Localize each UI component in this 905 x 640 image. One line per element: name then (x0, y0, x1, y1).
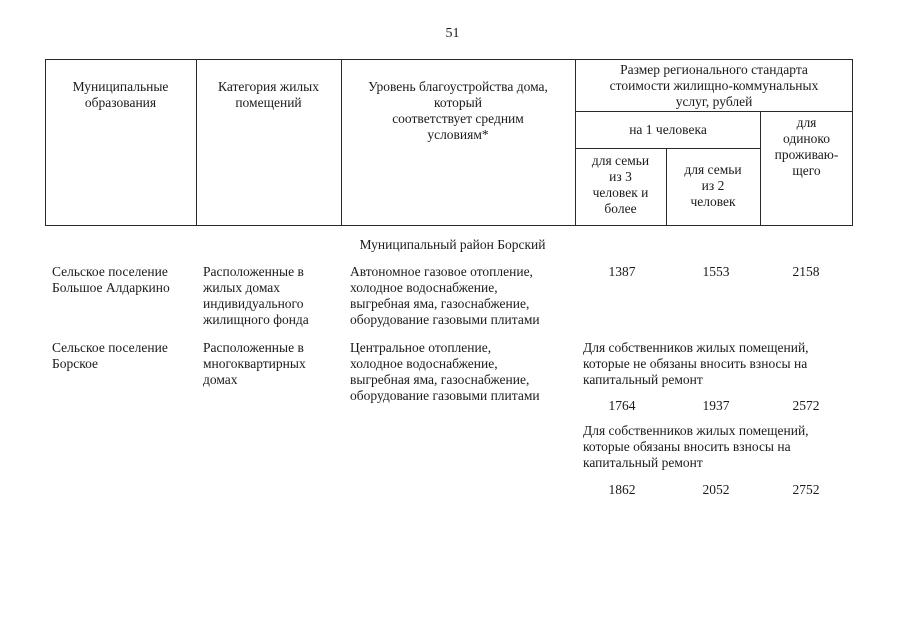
row1-municipal: Сельское поселение Большое Алдаркино (52, 264, 170, 295)
row2-category: Расположенные в многоквартирных домах (203, 340, 306, 387)
header-per-person: на 1 человека (629, 122, 707, 137)
page-number: 51 (445, 26, 460, 41)
row2-group2-value-single: 2752 (792, 482, 820, 497)
header-single: для одиноко проживаю- щего (774, 115, 839, 178)
header-standard: Размер регионального стандарта стоимости жилищно-коммунальных услуг, рублей (609, 62, 819, 109)
header-family-2: для семьи из 2 человек (684, 162, 742, 209)
row1-level: Автономное газовое отопление, холодное водоснабжение, выгребная яма, газоснабжение, оборудование газовыми плитами (350, 264, 540, 327)
header-municipal: Муниципальные образования (72, 79, 169, 110)
row2-group1-value-single: 2572 (792, 398, 820, 413)
row1-value-single: 2158 (792, 264, 820, 279)
section-title: Муниципальный район Борский (359, 237, 546, 252)
header-level: Уровень благоустройства дома, который соответствует средним условиям* (368, 79, 548, 142)
header-category: Категория жилых помещений (218, 79, 319, 110)
row2-level: Центральное отопление, холодное водоснабжение, выгребная яма, газоснабжение, оборудование газовыми плитами (350, 340, 540, 403)
header-family-3: для семьи из 3 человек и более (591, 153, 650, 216)
table-header (45, 59, 853, 226)
row1-category: Расположенные в жилых домах индивидуального жилищного фонда (203, 264, 309, 327)
row1-value-family3: 1387 (608, 264, 636, 279)
row2-group2-value-family2: 2052 (702, 482, 730, 497)
row2-group1-value-family3: 1764 (608, 398, 636, 413)
row2-group2-value-family3: 1862 (608, 482, 636, 497)
row2-group2-note: Для собственников жилых помещений, которые обязаны вносить взносы на капитальный ремонт (583, 423, 809, 470)
row2-municipal: Сельское поселение Борское (52, 340, 168, 371)
row2-group1-note: Для собственников жилых помещений, которые не обязаны вносить взносы на капитальный ремонт (583, 340, 809, 387)
row1-value-family2: 1553 (702, 264, 730, 279)
row2-group1-value-family2: 1937 (702, 398, 730, 413)
